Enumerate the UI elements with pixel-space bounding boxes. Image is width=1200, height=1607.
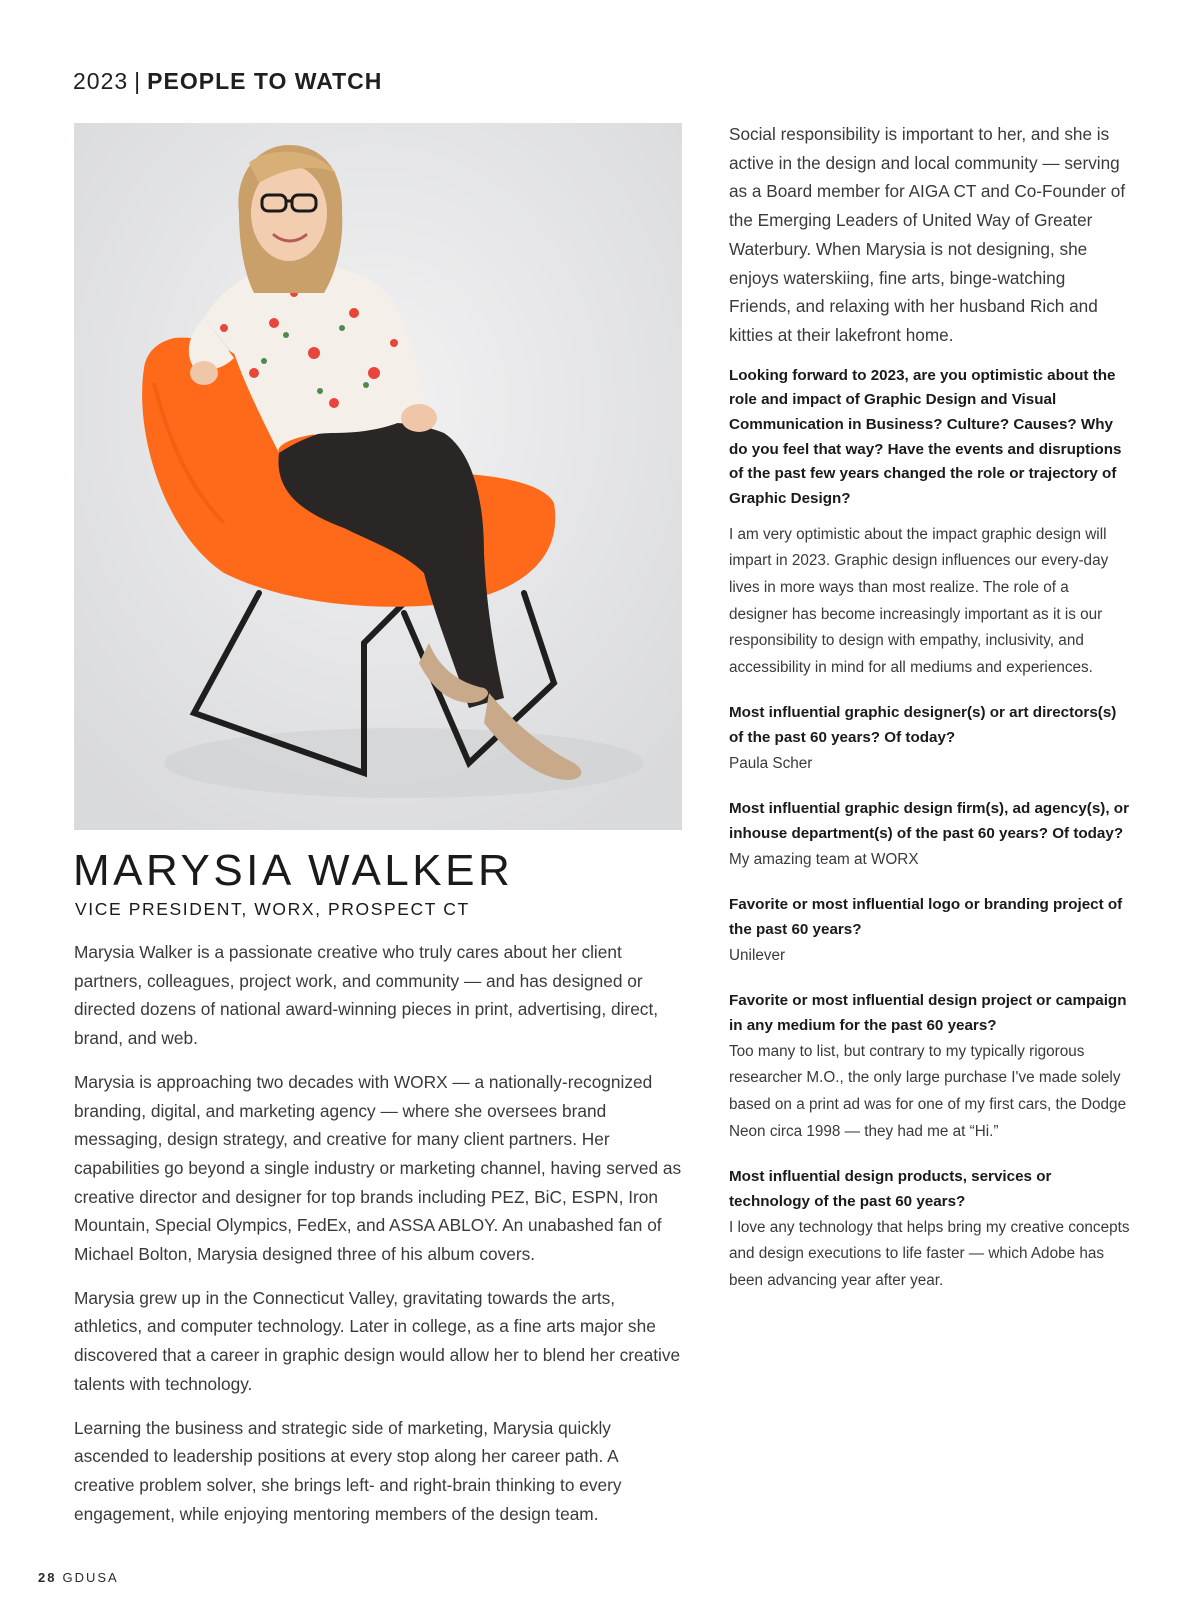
bio-paragraph: Marysia Walker is a passionate creative who truly cares about her client partners, colleagues, project work, and community — and has designed or directed dozens of national award-winning pieces in print, advertising, direct, brand, and web. [74,942,659,1049]
qa-column [729,120,1131,1314]
page-header [73,68,382,95]
profile-role: VICE PRESIDENT, WORX, PROSPECT CT [75,899,470,919]
qa-question: Most influential graphic designer(s) or art directors(s) of the past 60 years? Of today? [729,704,1117,747]
bio-body [74,938,682,1543]
page-footer [38,1570,119,1585]
qa-answer: Unilever [729,946,786,964]
qa-question: Looking forward to 2023, are you optimistic about the role and impact of Graphic Design and Visual Communication in Business? Culture? Causes? Why do you feel that way? Have the events and disruptions of the past few years changed the role or trajectory of Graphic Design? [729,366,1122,508]
header-year: 2023 [73,68,129,94]
qa-question: Favorite or most influential logo or branding project of the past 60 years? [729,896,1123,939]
qa-answer: I love any technology that helps bring my creative concepts and design executions to life faster — which Adobe has been advancing year after year. [729,1218,1130,1289]
qa-answer: Paula Scher [729,754,813,772]
publication-name: GDUSA [62,1570,119,1585]
profile-name: MARYSIA WALKER [73,846,514,895]
bio-paragraph: Learning the business and strategic side of marketing, Marysia quickly ascended to leadership positions at every stop along her career path. A creative problem solver, she brings left- and right-brain thinking to every engagement, while enjoying mentoring members of the design team. [74,1417,622,1524]
qa-answer: I am very optimistic about the impact graphic design will impart in 2023. Graphic design influences our every-day lives in more ways than most realize. The role of a designer has become increasingly important as it is our responsibility to design with empathy, inclusivity, and accessibility in mind for all mediums and experiences. [729,525,1109,676]
qa-question: Most influential design products, services or technology of the past 60 years? [729,1168,1052,1210]
page-number: 28 [38,1570,57,1585]
header-separator: | [134,68,142,94]
qa-answer: My amazing team at WORX [729,850,919,868]
header-section: PEOPLE TO WATCH [147,68,383,94]
qa-question: Favorite or most influential design project or campaign in any medium for the past 60 years? [729,992,1127,1035]
qa-question: Most influential graphic design firm(s), ad agency(s), or inhouse department(s) of the past 60 years? Of today? [729,800,1129,843]
bio-paragraph: Marysia is approaching two decades with WORX — a nationally-recognized branding, digital, and marketing agency — where she oversees brand messaging, design strategy, and creative for many client partners. Her capabilities go beyond a single industry or marketing channel, having served as creative director and designer for top brands including PEZ, BiC, ESPN, Iron Mountain, Special Olympics, FedEx, and ASSA ABLOY. An unabashed fan of Michael Bolton, Marysia designed three of his album covers. [74,1071,682,1265]
qa-answer: Too many to list, but contrary to my typically rigorous researcher M.O., the only large purchase I've made solely based on a print ad was for one of my first cars, the Dodge Neon circa 1998 — they had me at “Hi.” [729,1042,1127,1140]
lead-paragraph: Social responsibility is important to her, and she is active in the design and local community — serving as a Board member for AIGA CT and Co-Founder of the Emerging Leaders of United Way of Greater Waterbury. When Marysia is not designing, she enjoys waterskiing, fine arts, binge-watching Friends, and relaxing with her husband Rich and kitties at their lakefront home. [729,124,1126,345]
bio-paragraph: Marysia grew up in the Connecticut Valley, gravitating towards the arts, athletics, and computer technology. Later in college, as a fine arts major she discovered that a career in graphic design would allow her to blend her creative talents with technology. [74,1287,681,1394]
portrait-photo [74,123,682,830]
